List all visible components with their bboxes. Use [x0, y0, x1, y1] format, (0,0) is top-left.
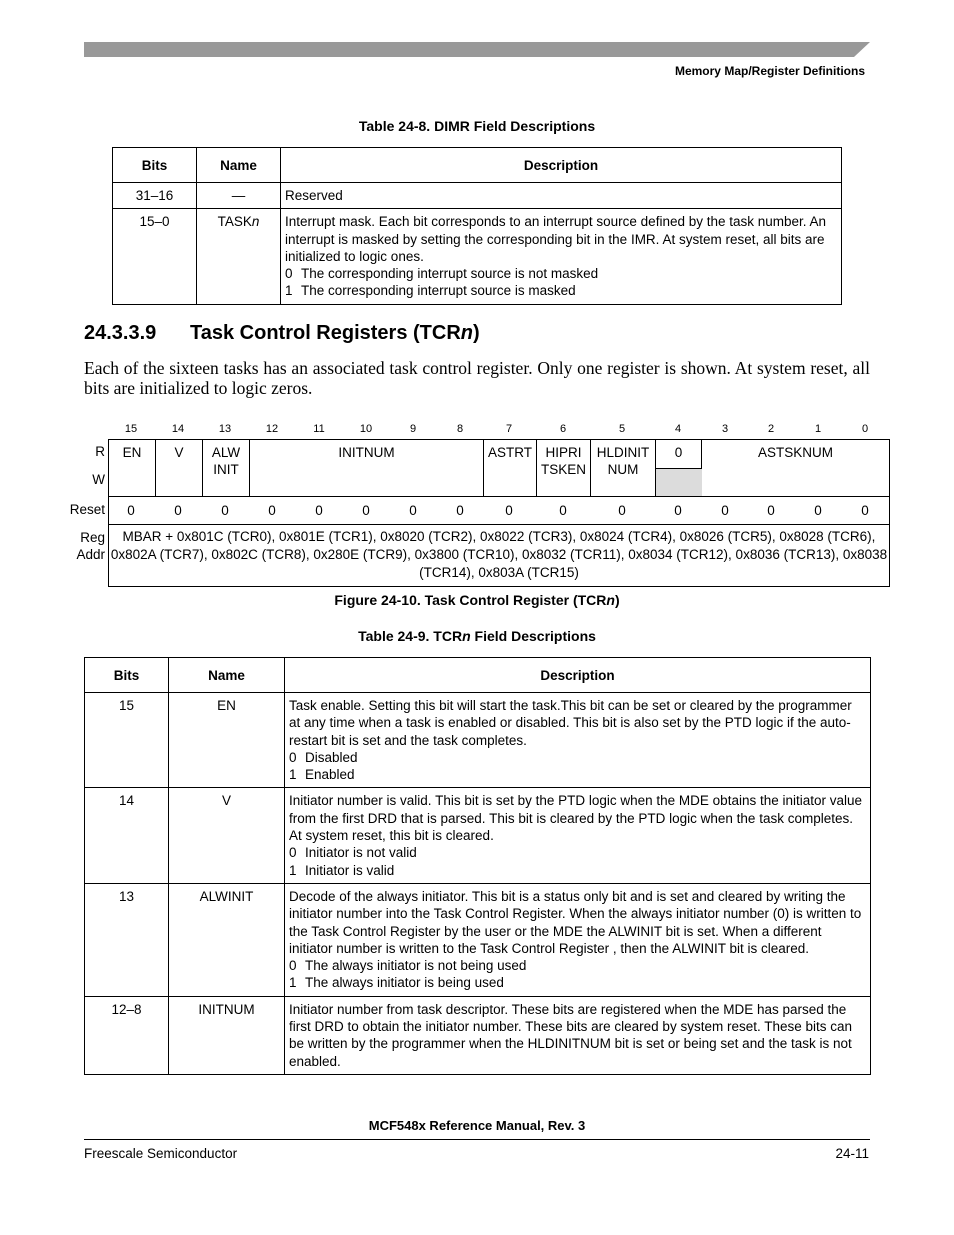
enum-line: 1 The corresponding interrupt source is masked [285, 283, 576, 299]
reset-value: 0 [268, 503, 276, 518]
bit-number: 1 [814, 423, 822, 435]
reset-value: 0 [674, 503, 682, 518]
tcr-field-table [84, 657, 871, 1075]
description-text: Initiator number from task descriptor. These bits are registered when the MDE has parsed the first DRD to obtain the initiator number. These bits are cleared by system reset. These bits can be written by the programmer when the HLDINITNUM bit is set or being set and the task is not enabled. [289, 1001, 853, 1069]
table-row [85, 883, 871, 996]
section-title-italic: n [460, 322, 473, 344]
field-label-line2: TSKEN [540, 462, 586, 477]
chapter-title: Memory Map/Register Definitions [674, 64, 865, 78]
enum-line [289, 974, 866, 991]
name-cell: EN [169, 693, 285, 788]
column-header: Name [197, 148, 281, 183]
reset-value: 0 [618, 503, 626, 518]
table-header-row [113, 148, 842, 183]
bit-number: 13 [218, 423, 232, 435]
bit-number: 2 [767, 423, 775, 435]
figure-caption-italic: n [606, 592, 615, 608]
register-field [537, 440, 591, 496]
reserved-write-shading [656, 468, 702, 497]
description-text: Initiator number is valid. This bit is set by the PTD logic when the MDE obtains the initiator value from the first DRD that is parsed. This bit is cleared by the PTD logic when the task completes. At system reset, this bit is cleared. [289, 793, 863, 844]
name-text: TASK [217, 214, 252, 230]
enum-line [289, 766, 866, 783]
enum-value: 0 [289, 845, 297, 861]
enum-text: Initiator is valid [305, 862, 395, 878]
description-cell [285, 996, 871, 1074]
section-title: Task Control Registers (TCR [190, 322, 461, 344]
row-label-reset: Reset [69, 502, 105, 517]
register-address: MBAR + 0x801C (TCR0), 0x801E (TCR1), 0x8020 (TCR2), 0x8022 (TCR3), 0x8024 (TCR4), 0x8026 (TCR5), 0x8028 (TCR6), 0x802A (TCR7), 0x802C (TCR8), 0x280E (TCR9), 0x3800 (TCR10), 0x8032 (TCR11), 0x8034 (TCR12), 0x8036 (TCR13), 0x8038 (TCR14), 0x803A (TCR15) [110, 529, 888, 580]
enum-value: 0 [289, 749, 297, 765]
table-row [113, 209, 842, 304]
bit-number: 4 [674, 423, 682, 435]
description-cell [285, 788, 871, 883]
description-text: Decode of the always initiator. This bit is a status only bit and is set and cleared by writing the initiator number into the Task Control Register. When the always initiator number (0) is written to the Task Control Register by the user or the MDE the ALWINIT bit is set. When a different initiator number is written to the Task Control Register , then the ALWINIT bit is cleared. [289, 888, 862, 956]
bit-number: 7 [505, 423, 513, 435]
field-label: ASTRT [487, 445, 532, 460]
bits-cell: 13 [85, 883, 169, 996]
register-field [591, 440, 656, 496]
bit-number: 6 [559, 423, 567, 435]
table-caption-dimr: Table 24-8. DIMR Field Descriptions [358, 118, 596, 134]
section-number: 24.3.3.9 [84, 322, 157, 344]
bits-cell: 15 [85, 693, 169, 788]
bit-number: 15 [124, 423, 138, 435]
dimr-field-table [112, 147, 842, 305]
divider [109, 496, 889, 497]
figure-caption-suffix: ) [614, 592, 620, 608]
reset-value: 0 [861, 503, 869, 518]
bit-number: 11 [313, 423, 325, 435]
reset-value: 0 [221, 503, 229, 518]
field-label: HLDINIT [596, 445, 650, 460]
divider [109, 524, 889, 525]
register-field [203, 440, 250, 496]
enum-text: The always initiator is being used [305, 975, 504, 991]
reset-value: 0 [315, 503, 323, 518]
bit-number: 14 [171, 423, 185, 435]
figure-caption-text: Figure 24-10. Task Control Register (TCR [334, 592, 607, 608]
field-label-line2: INIT [213, 462, 239, 477]
table-row [85, 996, 871, 1074]
column-header: Bits [113, 148, 197, 183]
section-title-suffix: ) [473, 322, 480, 344]
bits-cell: 12–8 [85, 996, 169, 1074]
bits-cell: 31–16 [113, 183, 197, 209]
column-header: Name [169, 658, 285, 693]
enum-line [289, 844, 866, 861]
reset-value: 0 [505, 503, 513, 518]
row-label-reg: Reg [80, 530, 105, 545]
enum-value: 1 [289, 975, 297, 991]
description-text: Interrupt mask. Each bit corresponds to an interrupt source defined by the task number. An interrupt is masked by setting the corresponding bit in the IMR. At system reset, all bits are initialized to logic ones. [285, 214, 827, 264]
description-cell [285, 883, 871, 996]
enum-line [289, 957, 866, 974]
register-field [250, 440, 484, 496]
table-caption-text: Table 24-9. TCR [358, 628, 463, 644]
table-row [113, 183, 842, 209]
bit-number: 5 [618, 423, 626, 435]
enum-text: The always initiator is not being used [305, 958, 527, 974]
enum-line [289, 749, 866, 766]
enum-line: 0 The corresponding interrupt source is not masked [285, 266, 599, 282]
table-caption-suffix: Field Descriptions [470, 628, 596, 644]
name-cell: ALWINIT [169, 883, 285, 996]
table-row [85, 693, 871, 788]
register-field [109, 440, 156, 496]
bit-number: 3 [721, 423, 729, 435]
table-caption-tcr [0, 628, 954, 644]
figure-caption [0, 592, 954, 608]
bits-cell: 15–0 [113, 209, 197, 304]
reset-value: 0 [559, 503, 567, 518]
field-label: ASTSKNUM [757, 445, 833, 460]
reset-value: 0 [127, 503, 135, 518]
field-label: ALW [211, 445, 241, 460]
enum-value: 1 [289, 767, 297, 783]
enum-line [289, 862, 866, 879]
field-label: HIPRI [545, 445, 582, 460]
enum-text: Initiator is not valid [305, 845, 417, 861]
bit-number: 10 [359, 423, 373, 435]
table-header-row [85, 658, 871, 693]
enum-value: 0 [289, 958, 297, 974]
name-cell [197, 209, 281, 304]
register-field [484, 440, 537, 496]
reset-value: 0 [721, 503, 729, 518]
field-label: 0 [674, 445, 683, 460]
description-cell [281, 209, 842, 304]
column-header: Bits [85, 658, 169, 693]
description-text: Task enable. Setting this bit will start the task.This bit can be set or cleared by the programmer at any time when a task is enabled or disabled. This bit is also set by the PTD logic if the auto-restart bit is set and the task completes. [289, 698, 852, 748]
row-label-read: R [95, 444, 105, 459]
field-label: V [174, 445, 184, 460]
register-field [702, 440, 889, 496]
bit-number: 0 [861, 423, 869, 435]
bits-cell: 14 [85, 788, 169, 883]
reset-value: 0 [456, 503, 464, 518]
reset-value: 0 [767, 503, 775, 518]
row-label-write: W [92, 472, 105, 487]
field-label: INITNUM [338, 445, 395, 460]
enum-text: Enabled [305, 767, 355, 783]
body-paragraph: Each of the sixteen tasks has an associated task control register. Only one register is shown. At system reset, all bits are initialized to logic zeros. [84, 358, 870, 398]
bit-number: 9 [409, 423, 417, 435]
footer-rule [84, 1139, 870, 1140]
manual-title: MCF548x Reference Manual, Rev. 3 [368, 1118, 586, 1133]
company-name: Freescale Semiconductor [84, 1146, 238, 1161]
column-header: Description [285, 658, 871, 693]
reset-value: 0 [174, 503, 182, 518]
reset-value: 0 [409, 503, 417, 518]
table-caption-italic: n [462, 628, 471, 644]
enum-text: Disabled [305, 749, 358, 765]
enum-value: 1 [289, 862, 297, 878]
section-heading [84, 322, 480, 345]
name-italic-suffix: n [251, 214, 260, 230]
column-header: Description [281, 148, 842, 183]
row-label-addr: Addr [76, 547, 105, 562]
register-field [156, 440, 203, 496]
reset-value: 0 [814, 503, 822, 518]
name-cell: V [169, 788, 285, 883]
page-number: 24-11 [835, 1146, 869, 1161]
description-cell [285, 693, 871, 788]
name-cell: — [197, 183, 281, 209]
field-label: EN [122, 445, 142, 460]
name-cell: INITNUM [169, 996, 285, 1074]
header-bar [84, 42, 870, 57]
table-row [85, 788, 871, 883]
field-label-line2: NUM [607, 462, 639, 477]
reset-value: 0 [362, 503, 370, 518]
bit-number: 8 [456, 423, 464, 435]
bit-number: 12 [265, 423, 279, 435]
description-cell: Reserved [281, 183, 842, 209]
